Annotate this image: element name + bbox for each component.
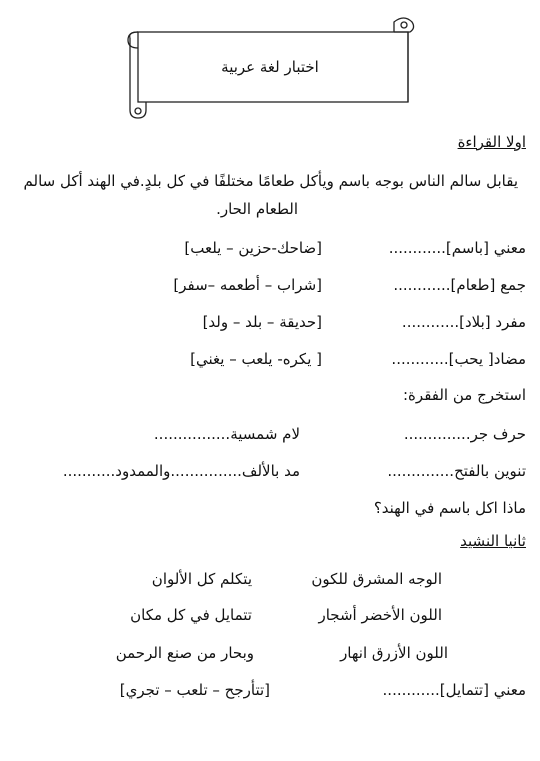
poem-line-1-left: يتكلم كل الألوان xyxy=(151,570,252,588)
extract-lam-shamsiya: لام شمسية................ xyxy=(153,425,300,443)
question-options-plural: [شراب – أطعمه –سفر] xyxy=(173,276,322,294)
question-options-antonym: [ يكره- يلعب – يغني] xyxy=(190,350,322,368)
reading-paragraph-line1: يقابل سالم الناس بوجه باسم ويأكل طعامًا مختلفًا في كل بلدٍ.في الهند أكل سالم xyxy=(23,172,518,190)
anthem-question-prompt: معني [تتمايل]............ xyxy=(382,681,526,699)
page-title: اختبار لغة عربية xyxy=(221,58,319,76)
question-options-meaning: [ضاحك-حزين – يلعب] xyxy=(184,239,322,257)
poem-line-2-right: اللون الأخضر أشجار xyxy=(318,606,442,624)
question-prompt-antonym: مضاد[ يحب]............ xyxy=(391,350,526,368)
reading-paragraph-line2: الطعام الحار. xyxy=(216,200,298,218)
extract-heading: استخرج من الفقرة: xyxy=(403,386,526,404)
final-question: ماذا اكل باسم في الهند؟ xyxy=(373,499,526,517)
poem-line-3-right: اللون الأزرق انهار xyxy=(340,644,448,662)
question-prompt-plural: جمع [طعام]............ xyxy=(393,276,526,294)
anthem-question-options: [تتأرجح – تلعب – تجري] xyxy=(119,681,270,699)
poem-line-3-left: وبحار من صنع الرحمن xyxy=(115,644,254,662)
extract-tanween: تنوين بالفتح.............. xyxy=(387,462,526,480)
section-heading-anthem: ثانيا النشيد xyxy=(460,532,526,550)
poem-line-1-right: الوجه المشرق للكون xyxy=(311,570,442,588)
question-prompt-singular: مفرد [بلاد]............ xyxy=(401,313,526,331)
question-options-singular: [حديقة – بلد – ولد] xyxy=(202,313,322,331)
poem-line-2-left: تتمايل في كل مكان xyxy=(130,606,252,624)
section-heading-reading: اولا القراءة xyxy=(457,133,526,151)
extract-madd: مد بالألف...............والممدود........... xyxy=(62,462,300,480)
extract-harf-jar: حرف جر.............. xyxy=(403,425,526,443)
question-prompt-meaning: معني [باسم]............ xyxy=(388,239,526,257)
